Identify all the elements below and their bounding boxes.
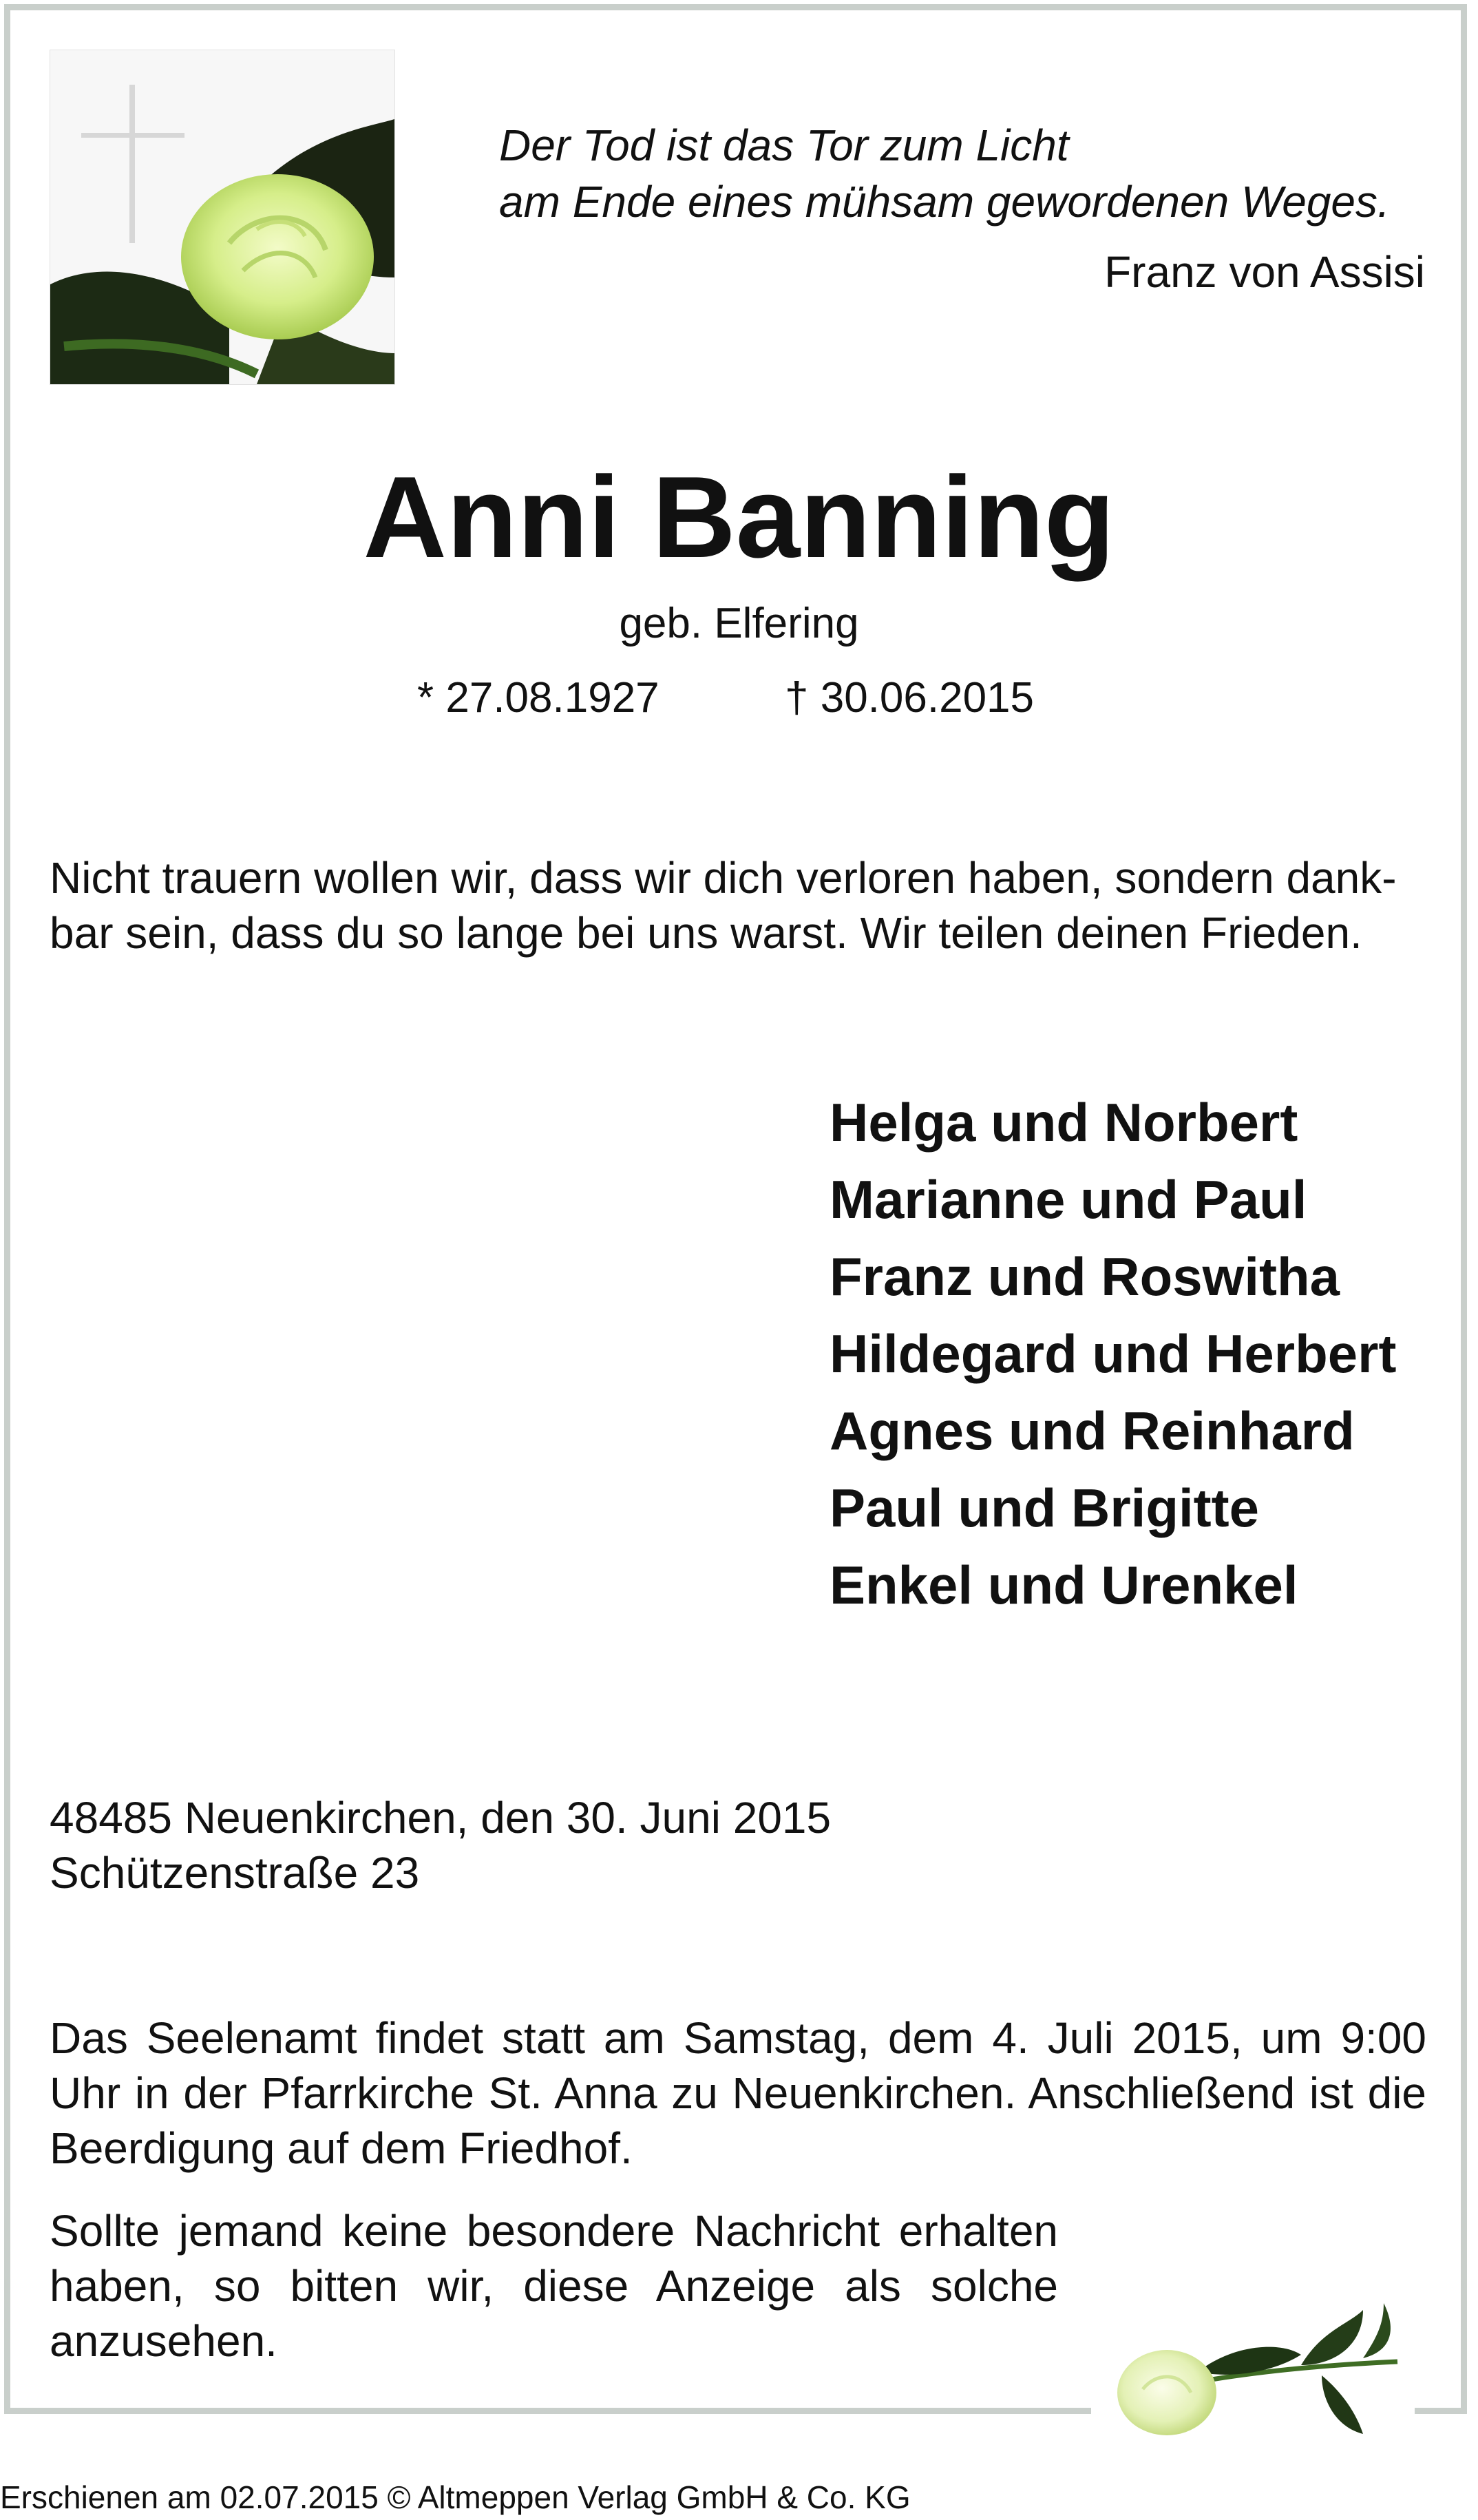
quote-line-2: am Ende eines mühsam gewordenen Weges. [499, 177, 1390, 227]
birth-name: geb. Elfering [619, 600, 859, 647]
white-rose-image [1095, 2262, 1418, 2441]
mourner-item: Hildegard und Herbert [830, 1323, 1397, 1384]
address-line-1: 48485 Neuenkirchen, den 30. Juni 2015 [50, 1793, 832, 1842]
mourner-item: Paul und Brigitte [830, 1478, 1259, 1538]
mourners-list [830, 1084, 1396, 1624]
rose-icon [50, 50, 394, 384]
publication-footer: Erschienen am 02.07.2015 © Altmeppen Verlag GmbH & Co. KG [0, 2479, 911, 2515]
quote-author: Franz von Assisi [1104, 247, 1425, 297]
mourner-item: Enkel und Urenkel [830, 1555, 1298, 1615]
mourner-item: Marianne und Paul [830, 1169, 1307, 1230]
address-line-2: Schützenstraße 23 [50, 1848, 420, 1898]
mourner-item: Helga und Norbert [830, 1092, 1298, 1153]
notice-request: Sollte jemand keine besondere Nachricht erhalten haben, so bitten wir, diese Anzeige als solche anzusehen. [50, 2206, 1058, 2366]
cross-rose-image [50, 50, 395, 385]
deceased-name: Anni Banning [363, 452, 1115, 582]
service-info: Das Seelenamt findet statt am Samstag, dem 4. Juli 2015, um 9:00 Uhr in der Pfarrkirche St. Anna zu Neuenkirchen. Anschließend ist die Beerdigung auf dem Friedhof. [50, 2013, 1426, 2173]
memorial-message [50, 850, 1430, 960]
mourner-item: Franz und Roswitha [830, 1246, 1340, 1307]
memorial-message-line-2: bar sein, dass du so lange bei uns warst. Wir teilen deinen Frieden. [50, 908, 1362, 958]
mourner-item: Agnes und Reinhard [830, 1400, 1355, 1461]
death-date: † 30.06.2015 [785, 674, 1035, 722]
white-rose-icon [1095, 2262, 1418, 2441]
quote-line-1: Der Tod ist das Tor zum Licht [499, 120, 1069, 170]
memorial-message-line-1: Nicht trauern wollen wir, dass wir dich verloren haben, sondern dank- [50, 853, 1397, 903]
birth-date: * 27.08.1927 [417, 674, 659, 722]
address-block [50, 1790, 831, 1900]
